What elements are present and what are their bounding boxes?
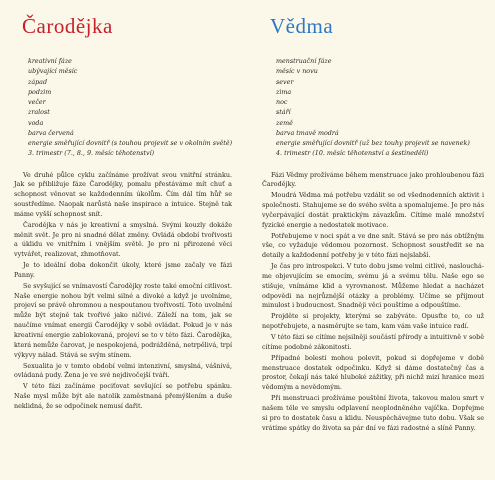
- paragraph: Potřebujeme v noci spát a ve dne snít. Stává se pro nás obtížným vše, co vyžaduje vědomou pozornost. Schopnost soustředit se na detaily a každodenní potřeby je v této fázi nejslabší.: [262, 231, 484, 260]
- paragraph: Případné bolesti mohou polevit, pokud si dopřejeme v době menstruace dostatek odpočinku. Když si dáme dostatečný čas a prostor, čekají nás také hluboké zážitky, při nichž mizí hranice mezi vědomým a nevědomým.: [262, 353, 484, 392]
- paragraph: Ve druhé půlce cyklu začínáme prožívat svou vnitřní stránku. Jak se přibližuje fáze Čarodějky, pomalu přestáváme mít chuť a schopnost věnovat se každodenním úkolům. Čím dál tím hůř se soustředíme. Naopak narůstá naše inspirace a intuice. Stejně tak máme vyšší schopnost snít.: [14, 170, 232, 218]
- attribute-item: kreativní fáze: [28, 58, 72, 65]
- paragraph: Moudrá Vědma má potřebu vzdálit se od všednodenních aktivit i společnosti. Stahujeme se do svého světa a spomalujeme. Je pro nás vyčerpávající dostát praktickým závazkům. Cítíme malé množství fyzické energie a nedostatek motivace.: [262, 191, 484, 229]
- paragraph: V této fázi začínáme pociťovat sevšující se potřebu spánku. Naše mysl může být ale natolik zaměstnaná přemýšlením a duše neklidná, že se odpočinek nemusí dařit.: [14, 382, 232, 410]
- attribute-item: energie směřující dovnitř (s touhou projevit se v okolním světě): [28, 140, 233, 147]
- attribute-item: západ: [28, 78, 48, 86]
- paragraph: Fázi Vědmy prožíváme během menstruace jako prohloubenou fázi Čarodějky.: [262, 170, 484, 189]
- attribute-list-vedma: [276, 57, 484, 160]
- section-title-vedma: Vědma: [270, 14, 334, 38]
- paragraph: Při menstruaci prožíváme pouštění života, takovou malou smrt v našem těle ve smyslu odplavení neoplodněného vajíčka. Dopřejme si pro to dostatek času a klidu. Neuspěchávejme tuto dobu. Však se vrátíme spátky do života sa pár dní ve fázi radostné a slíně Panny.: [262, 394, 484, 432]
- attribute-list-carodejka: [28, 57, 232, 160]
- attribute-item: stáří: [276, 109, 291, 117]
- attribute-item: zima: [276, 88, 292, 96]
- paragraph: Je čas pro introspekci. V tuto dobu jsme velmi citlivé, nasloucháme objevujícím se emocím, svému já a svému tělu. Naše ego se stišuje, vnímáme klid a vyrovnanost. Můžeme hledat a nacházet odpovědi na nejrůznější otázky a problémy. Učíme se přijmout minulost i budoucnost. Snadněji věci pouštíme a odpouštíme.: [262, 262, 484, 310]
- attribute-item: barva tmavě modrá: [276, 129, 339, 137]
- attribute-item: energie směřující dovnitř (už bez touhy projevit se navenek): [276, 140, 470, 147]
- paragraph: V této fázi se cítíme nejsilněji součástí přírody a intuitivně v sobě cítíme podobné zákonitosti.: [262, 333, 484, 351]
- attribute-item: voda: [28, 119, 44, 127]
- paragraph: Projděte si projekty, kterými se zabýváte. Opusťte to, co už nepotřebujete, a nasměrujte se tam, kam vám vaše intuice radí.: [262, 312, 484, 331]
- section-title-carodejka: Čarodějka: [22, 14, 113, 38]
- attribute-item: barva červená: [28, 129, 74, 137]
- left-page: [14, 0, 232, 413]
- right-page: [262, 0, 484, 434]
- attribute-item: menstruační fáze: [276, 58, 332, 65]
- attribute-item: večer: [28, 99, 46, 106]
- paragraph: Je to ideální doba dokončit úkoly, které jsme začaly ve fázi Panny.: [14, 261, 232, 279]
- attribute-item: 4. trimestr (10. měsíc těhotenství a šestinedělí): [276, 150, 429, 158]
- paragraph: Sexualita je v tomto období velmi intenzivní, smyslná, vášnivá, ovládaná pudy. Žena je ve své nejdivočejší tváři.: [14, 361, 232, 380]
- attribute-item: podzim: [28, 88, 52, 96]
- body-text-vedma: [262, 171, 484, 434]
- attribute-item: zralost: [28, 109, 50, 117]
- paragraph: Se svyšující se vnímavostí Čarodějky roste také emoční citlivost. Naše energie nohou být velmi silné a divoké a když je uvolníme, projeví se právě ohromnou a nespoutanou tvořivostí. Toto uvolnění může být stejně tak tvořivé jako ničivé. Záleží na tom, jak se naučíme vnímat energii Čarodějky v sobě ovládat. Pokud je v nás kreativní energie zablokovaná, projeví se to v této fázi. Čarodějka, která nemůže čarovat, je nespokojená, podrážděná, netrpělivá, trpí výkyvy nálad. Stává se svým stínem.: [14, 281, 232, 359]
- body-text-carodejka: [14, 171, 232, 412]
- attribute-item: ubývající měsíc: [28, 68, 78, 76]
- attribute-item: země: [276, 119, 293, 127]
- attribute-item: noc: [276, 99, 288, 106]
- paragraph: Čarodějka v nás je kreativní a smyslná. Svými kouzly dokáže měnit svět. Je pro ni snadné dělat změny. Ovládá období tvořivosti a úklidu ve vnitřním i vnějším světě. Je pro ni přirozené věci vytvářet, realizovat, zhmotňovat.: [14, 220, 232, 259]
- attribute-item: 3. trimestr (7., 8., 9. měsíc těhotenství): [28, 150, 155, 158]
- attribute-item: měsíc v novu: [276, 68, 318, 76]
- attribute-item: sever: [276, 78, 294, 86]
